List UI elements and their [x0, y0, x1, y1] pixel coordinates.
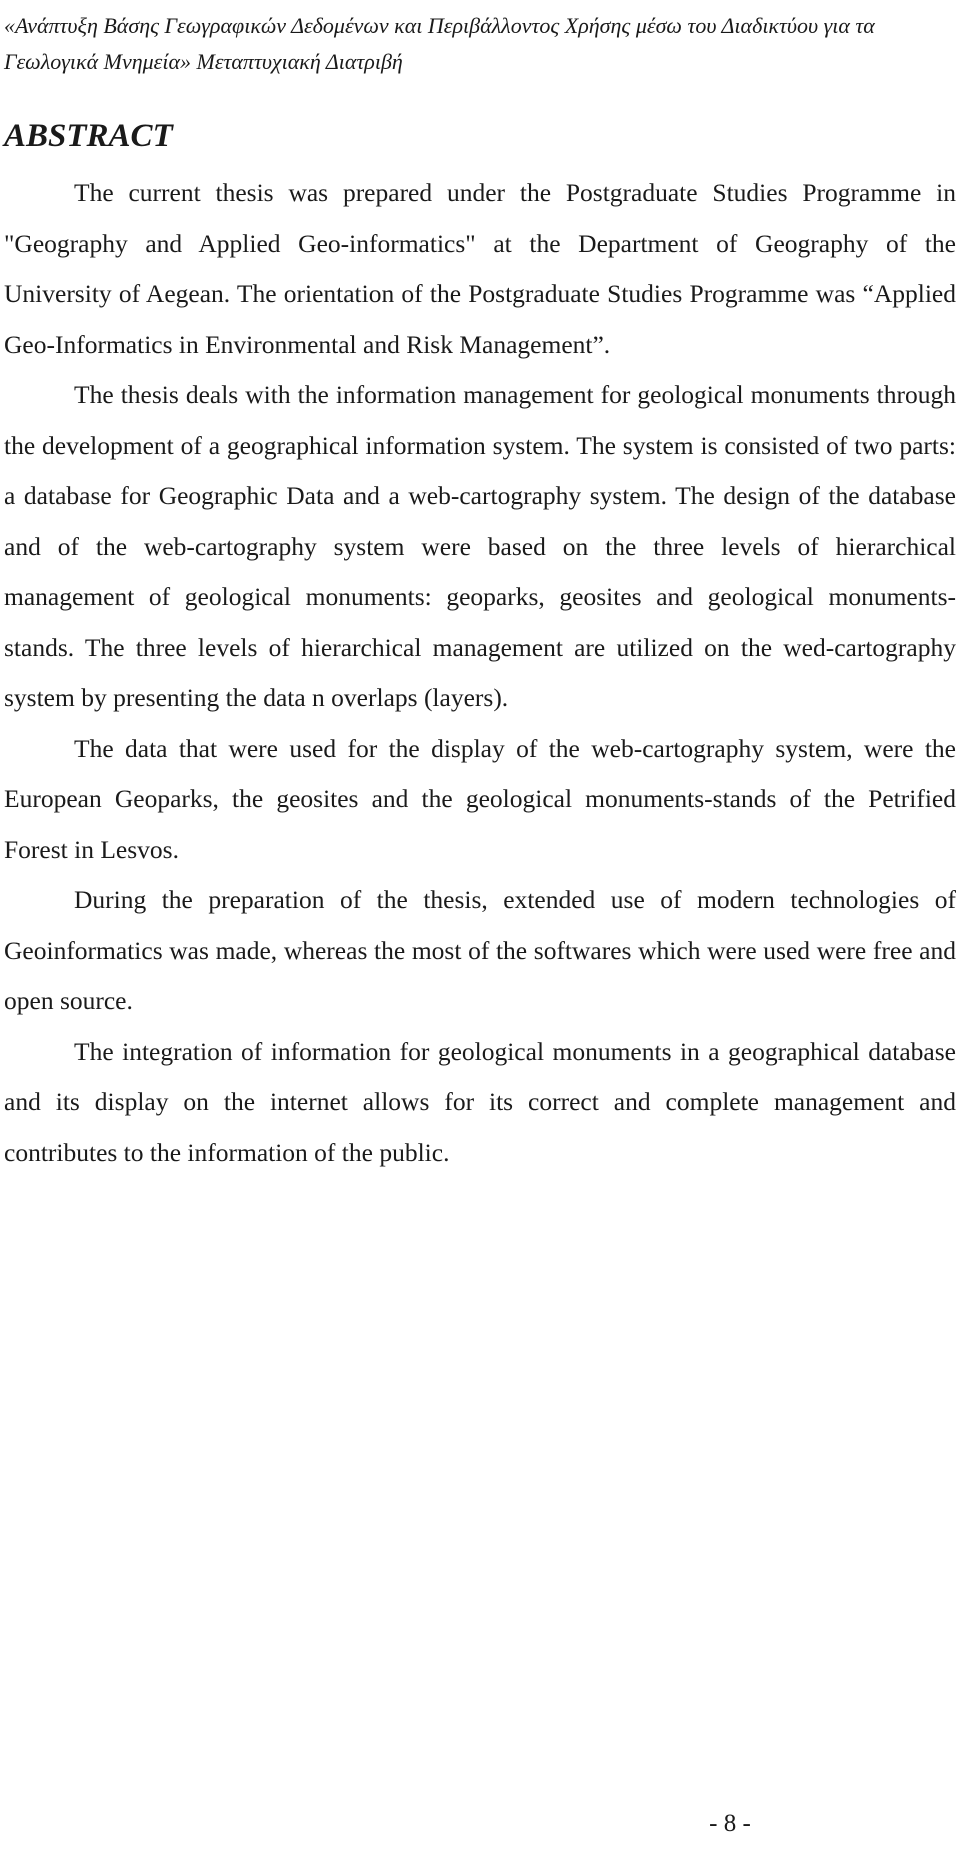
- abstract-heading: ABSTRACT: [4, 118, 173, 154]
- abstract-paragraph-5: The integration of information for geological monuments in a geographical database and its display on the internet allows for its correct and complete management and contributes to the information of the public.: [4, 1036, 956, 1167]
- running-header: «Ανάπτυξη Βάσης Γεωγραφικών Δεδομένων και Περιβάλλοντος Χρήσης μέσω του Διαδικτύου για τα Γεωλογικά Μνημεία» Μεταπτυχιακή Διατριβή: [4, 13, 875, 74]
- abstract-paragraph-3: The data that were used for the display of the web-cartography system, were the European Geoparks, the geosites and the geological monuments-stands of the Petrified Forest in Lesvos.: [4, 733, 956, 864]
- abstract-paragraph-4: During the preparation of the thesis, extended use of modern technologies of Geoinformatics was made, whereas the most of the softwares which were used were free and open source.: [4, 885, 956, 1015]
- page-number: - 8 -: [709, 1810, 751, 1837]
- abstract-body: [4, 168, 956, 1178]
- abstract-paragraph-1: The current thesis was prepared under the Postgraduate Studies Programme in "Geography and Applied Geo-informatics" at the Department of Geography of the University of Aegean. The orientation of the Postgraduate Studies Programme was “Applied Geo-Informatics in Environmental and Risk Management”.: [4, 178, 956, 359]
- abstract-paragraph-2: The thesis deals with the information management for geological monuments through the development of a geographical information system. The system is consisted of two parts: a database for Geographic Data and a web-cartography system. The design of the database and of the web-cartography system were based on the three levels of hierarchical management of geological monuments: geoparks, geosites and geological monuments-stands. The three levels of hierarchical management are utilized on the wed-cartography system by presenting the data n overlaps (layers).: [4, 380, 956, 712]
